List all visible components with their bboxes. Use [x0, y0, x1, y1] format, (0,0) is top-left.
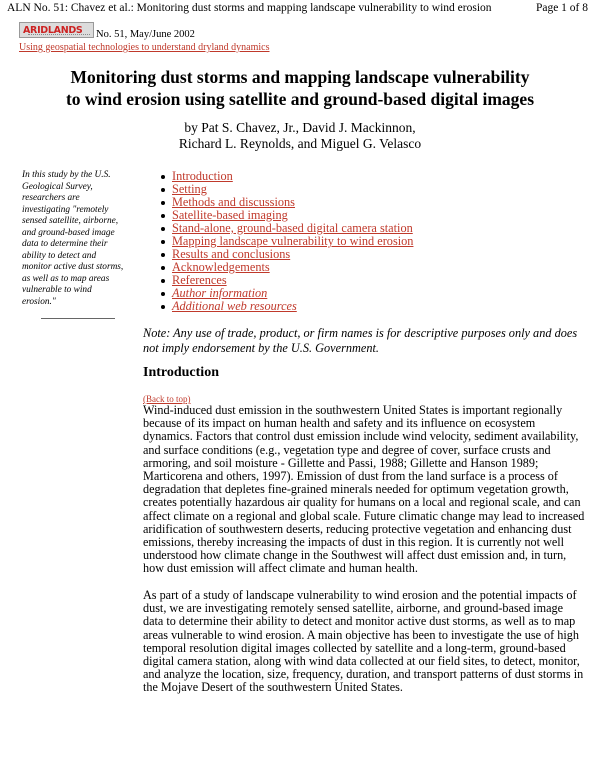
authors-line-1: by Pat S. Chavez, Jr., David J. Mackinnon, [184, 120, 416, 135]
authors-line-2: Richard L. Reynolds, and Miguel G. Velasco [178, 136, 422, 151]
toc-link-introduction[interactable]: Introduction [172, 169, 233, 183]
toc-link-acknowledgements[interactable]: Acknowledgements [172, 260, 270, 274]
toc-link-references[interactable]: References [172, 273, 227, 287]
aridlands-logo[interactable] [19, 22, 94, 38]
toc-link-satellite-imaging[interactable]: Satellite-based imaging [172, 208, 288, 222]
back-to-top-link[interactable]: (Back to top) [143, 394, 191, 404]
toc-link-camera-station[interactable]: Stand-alone, ground-based digital camera station [172, 221, 413, 235]
disclaimer-note: Note: Any use of trade, product, or firm names is for descriptive purposes only and does not imply endorsement by the U.S. Government. [143, 326, 578, 355]
introduction-paragraph-2: As part of a study of landscape vulnerability to wind erosion and the potential impacts of dust, we are investigating remotely sensed satellite, airborne, and ground-based image data to determine their ability to detect and monitor active dust storms, as well as to map areas vulnerable to wind erosion. A main objective has been to investigate the use of high temporal resolution digital images collected by satellite and a long-term, ground-based digital camera station, along with wind data collected at our field sites, to detect, monitor, and analyze the location, size, frequency, duration, and transport patterns of dust storms in the Mojave Desert of the southwestern United States. [143, 588, 584, 695]
toc-link-mapping-vulnerability[interactable]: Mapping landscape vulnerability to wind erosion [172, 234, 414, 248]
title-line-2: to wind erosion using satellite and ground-based digital images [65, 89, 535, 109]
title-line-1: Monitoring dust storms and mapping landscape vulnerability [70, 67, 530, 87]
introduction-paragraph-1: Wind-induced dust emission in the southwestern United States is important regionally because of its impact on human health and safety and its influence on ecosystem dynamics. Factors that control dust emission include wind velocity, sediment availability, and surface conditions (e.g., vegetation type and degree of cover, surface crusts and armoring, and soil moisture - Gillette and Passi, 1988; Gillette and Hanson 1989; Marticorena and others, 1997). Emission of dust from the land surface is a process of degradation that depletes fine-grained minerals needed for optimum vegetation growth, creates potentially hazardous air quality for humans on a local and regional scale, and can affect climate on a regional and global scale. Future climatic change may lead to increased aridification of southwestern deserts, reducing protective vegetation and enhancing dust emissions, thereby increasing the impacts of dust in this region. It is currently not well understood how climate change in the Southwest will affect dust emission and, in turn, how dust emission will affect climate and human health. [143, 403, 585, 576]
sidebar-divider [41, 318, 115, 319]
sidebar-pull-quote: In this study by the U.S. Geological Survey, researchers are investigating "remotely sensed satellite, airborne, and ground-based image data to determine their ability to detect and monitor active dust storms, as well as to map areas vulnerable to wind erosion." [22, 170, 124, 307]
toc-link-setting[interactable]: Setting [172, 182, 207, 196]
logo-underline [28, 34, 90, 37]
document-title: ALN No. 51: Chavez et al.: Monitoring dust storms and mapping landscape vulnerability to wind erosion [7, 2, 492, 14]
logo-text: ARIDLANDS [23, 25, 83, 36]
toc-link-results[interactable]: Results and conclusions [172, 247, 291, 261]
print-header [7, 2, 588, 16]
toc-item [158, 300, 413, 313]
tagline-link[interactable]: Using geospatial technologies to understand dryland dynamics [19, 42, 270, 53]
toc-link-web-resources[interactable]: Additional web resources [172, 299, 297, 313]
issue-info: No. 51, May/June 2002 [96, 29, 195, 40]
article-authors [0, 120, 600, 152]
table-of-contents [158, 170, 413, 313]
page-number: Page 1 of 8 [535, 2, 588, 14]
article-title [0, 66, 600, 110]
toc-link-author-information[interactable]: Author information [172, 286, 268, 300]
toc-link-methods[interactable]: Methods and discussions [172, 195, 295, 209]
section-heading-introduction: Introduction [143, 365, 219, 380]
